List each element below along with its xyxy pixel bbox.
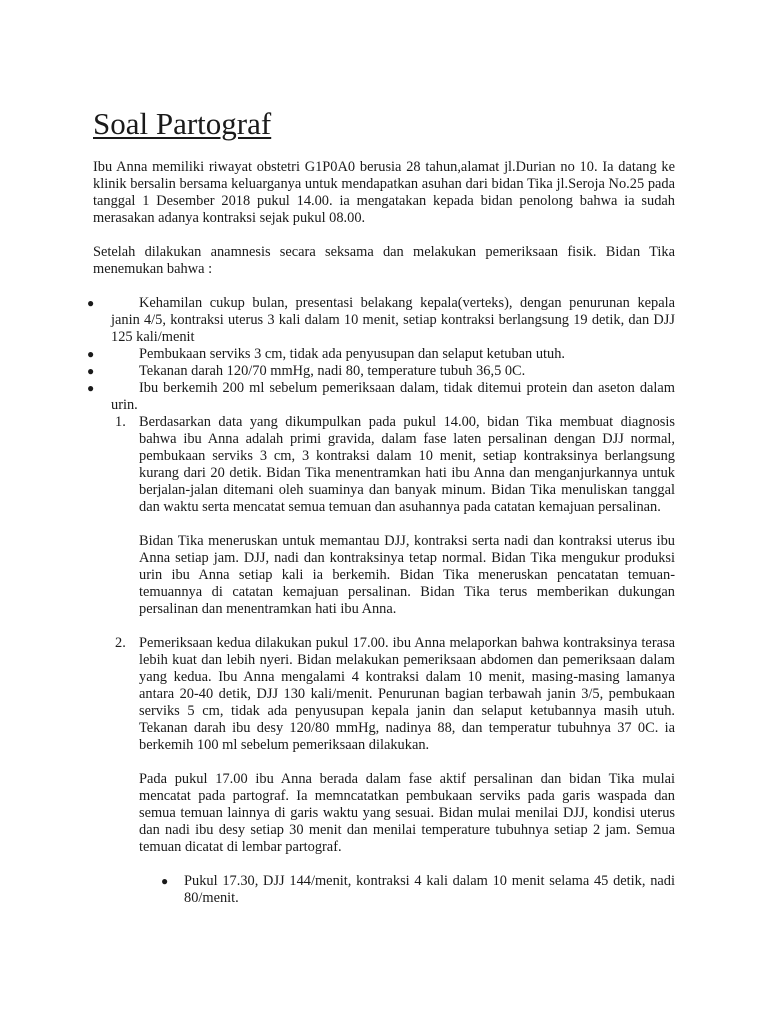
list-item xyxy=(87,346,675,363)
intro-paragraph: Ibu Anna memiliki riwayat obstetri G1P0A0 berusia 28 tahun,alamat jl.Durian no 10. Ia datang ke klinik bersalin bersama keluarganya untuk mendapatkan asuhan dari bidan Tika jl.Seroja No.25 pada tanggal 1 Desember 2018 pukul 14.00. ia mengatakan kepada bidan penolong bahwa ia sudah merasakan adanya kontraksi sejak pukul 08.00. xyxy=(93,159,675,226)
list-item-text: Pembukaan serviks 3 cm, tidak ada penyusupan dan selaput ketuban utuh. xyxy=(139,346,566,362)
findings-intro-paragraph: Setelah dilakukan anamnesis secara seksama dan melakukan pemeriksaan fisik. Bidan Tika menemukan bahwa : xyxy=(93,244,675,277)
item-paragraph: Bidan Tika meneruskan untuk memantau DJJ, kontraksi serta nadi dan kontraksi uterus ibu Anna setiap jam. DJJ, nadi dan kontraksinya tetap normal. Bidan Tika mengukur produksi urin ibu Anna setiap kali ia berkemih. Bidan Tika meneruskan pencatatan temuan-temuannya di catatan kemajuan persalinan. Bidan Tika terus memberikan dukungan persalinan dan menentramkan hati ibu Anna. xyxy=(139,533,675,617)
list-item xyxy=(87,295,675,346)
item-paragraph: Pada pukul 17.00 ibu Anna berada dalam fase aktif persalinan dan bidan Tika mulai mencatat pada partograf. Ia memncatatkan pembukaan serviks pada garis waspada dan semua temuan lainnya di garis waktu yang sesuai. Bidan mulai menilai DJJ, kondisi uterus dan nadi ibu desy setiap 30 menit dan menilai temperature tubuhnya setiap 2 jam. Semua temuan dicatat di lembar partograf. xyxy=(139,771,675,855)
page-title: Soal Partograf xyxy=(93,106,272,141)
list-item-text: Pukul 17.30, DJJ 144/menit, kontraksi 4 kali dalam 10 menit selama 45 detik, nadi 80/menit. xyxy=(184,873,675,906)
list-item xyxy=(87,380,675,414)
numbered-list xyxy=(93,414,675,907)
item-number: 2. xyxy=(115,635,126,651)
bullet-icon: ● xyxy=(161,874,169,888)
item-paragraph: Berdasarkan data yang dikumpulkan pada pukul 14.00, bidan Tika membuat diagnosis bahwa ibu Anna adalah primi gravida, dalam fase laten persalinan dengan DJJ normal, pembukaan serviks 3 cm, 3 kontraksi dalam 10 menit, setiap kontraksinya berlangsung kurang dari 20 detik. Bidan Tika menentramkan hati ibu Anna dan menganjurkannya untuk berjalan-jalan ditemani oleh suaminya dan banyak minum. Bidan Tika menuliskan tanggal dan waktu serta mencatat semua temuan dan asuhannya pada catatan kemajuan persalinan. xyxy=(139,414,675,515)
list-item-text: Tekanan darah 120/70 mmHg, nadi 80, temperature tubuh 36,5 0C. xyxy=(139,363,526,379)
list-item xyxy=(87,363,675,380)
document-page xyxy=(87,104,675,907)
bullet-icon: ● xyxy=(87,347,95,361)
item-paragraph: Pemeriksaan kedua dilakukan pukul 17.00. ibu Anna melaporkan bahwa kontraksinya terasa lebih kuat dan lebih nyeri. Bidan melakukan pemeriksaan abdomen dan pemeriksaan dalam yang kedua. Ibu Anna mengalami 4 kontraksi dalam 10 menit, masing-masing lamanya antara 20-40 detik, DJJ 130 kali/menit. Penurunan bagian terbawah janin 3/5, pembukaan serviks 5 cm, tidak ada penyusupan kepala janin dan selaput ketubannya masih utuh. Tekanan darah ibu desy 120/80 mmHg, nadinya 88, dan temperatur tubuhnya 37 0C. ia berkemih 100 ml sebelum pemeriksaan dilakukan. xyxy=(139,635,675,753)
numbered-item-1 xyxy=(93,414,675,635)
findings-list xyxy=(87,295,675,414)
bullet-icon: ● xyxy=(87,296,95,310)
list-item-text: Ibu berkemih 200 ml sebelum pemeriksaan dalam, tidak ditemui protein dan aseton dalam urin. xyxy=(111,380,675,413)
bullet-icon: ● xyxy=(87,381,95,395)
bullet-icon: ● xyxy=(87,364,95,378)
sub-bullet-list xyxy=(139,873,675,907)
numbered-item-2 xyxy=(93,635,675,907)
item-number: 1. xyxy=(115,414,126,430)
list-item xyxy=(139,873,675,907)
list-item-text: Kehamilan cukup bulan, presentasi belakang kepala(verteks), dengan penurunan kepala janin 4/5, kontraksi uterus 3 kali dalam 10 menit, setiap kontraksi berlangsung 19 detik, dan DJJ 125 kali/menit xyxy=(111,295,675,345)
